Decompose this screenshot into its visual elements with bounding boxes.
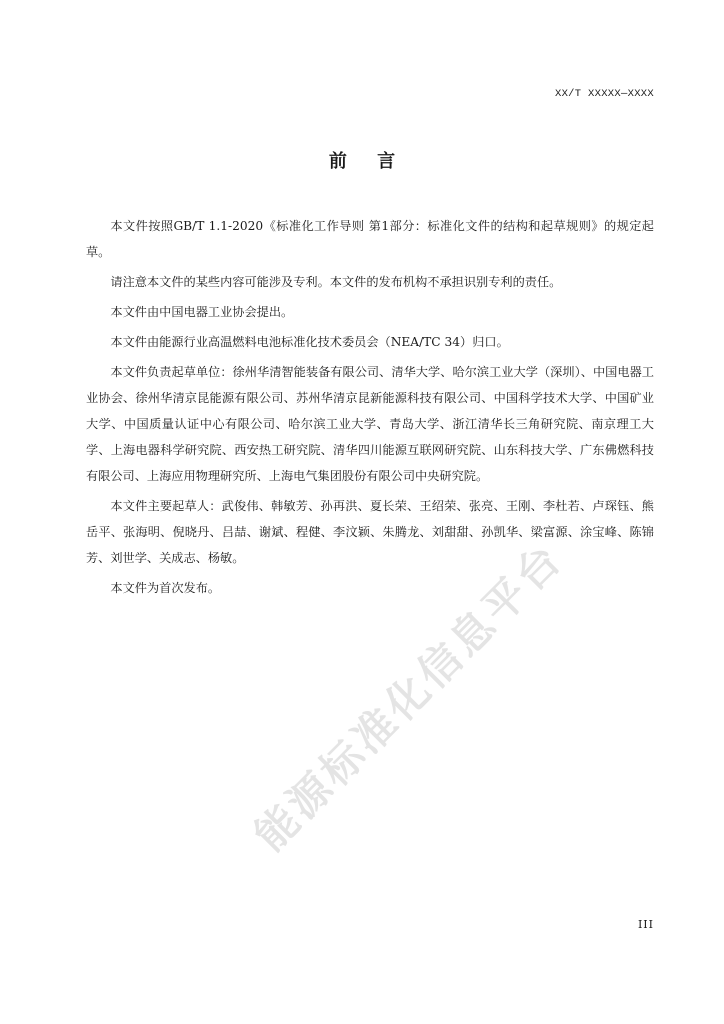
paragraph-proposer: 本文件由中国电器工业协会提出。 [110,305,294,319]
foreword-body [86,213,654,605]
paragraph-first-release: 本文件为首次发布。 [110,581,221,595]
page-number: III [637,918,654,931]
paragraph-drafters: 本文件主要起草人：武俊伟、韩敏芳、孙再洪、夏长荣、王绍荣、张亮、王刚、李杜若、卢琛钰、熊岳平、张海明、倪晓丹、吕喆、谢斌、程健、李汶颖、朱腾龙、刘甜甜、孙凯华、梁富源、涂宝峰、陈锦芳、刘世学、关成志、杨敏。 [86,499,654,565]
document-code: XX/T XXXXX—XXXX [554,88,654,100]
watermark-text: 能源标准化信息平台 [245,533,573,861]
paragraph-committee: 本文件由能源行业高温燃料电池标准化技术委员会（NEA/TC 34）归口。 [110,335,509,349]
paragraph-drafting-units: 本文件负责起草单位：徐州华清智能装备有限公司、清华大学、哈尔滨工业大学（深圳）、中国电器工业协会、徐州华清京昆能源有限公司、苏州华清京昆新能源科技有限公司、中国科学技术大学、中国矿业大学、中国质量认证中心有限公司、哈尔滨工业大学、青岛大学、浙江清华长三角研究院、南京理工大学、上海电器科学研究院、西安热工研究院、清华四川能源互联网研究院、山东科技大学、广东佛燃科技有限公司、上海应用物理研究所、上海电气集团股份有限公司中央研究院。 [86,365,654,483]
paragraph-patent-notice: 请注意本文件的某些内容可能涉及专利。本文件的发布机构不承担识别专利的责任。 [110,275,562,289]
paragraph-drafting-rules: 本文件按照GB/T 1.1-2020《标准化工作导则 第1部分：标准化文件的结构和起草规则》的规定起草。 [86,219,654,259]
page-title: 前 言 [328,151,408,172]
